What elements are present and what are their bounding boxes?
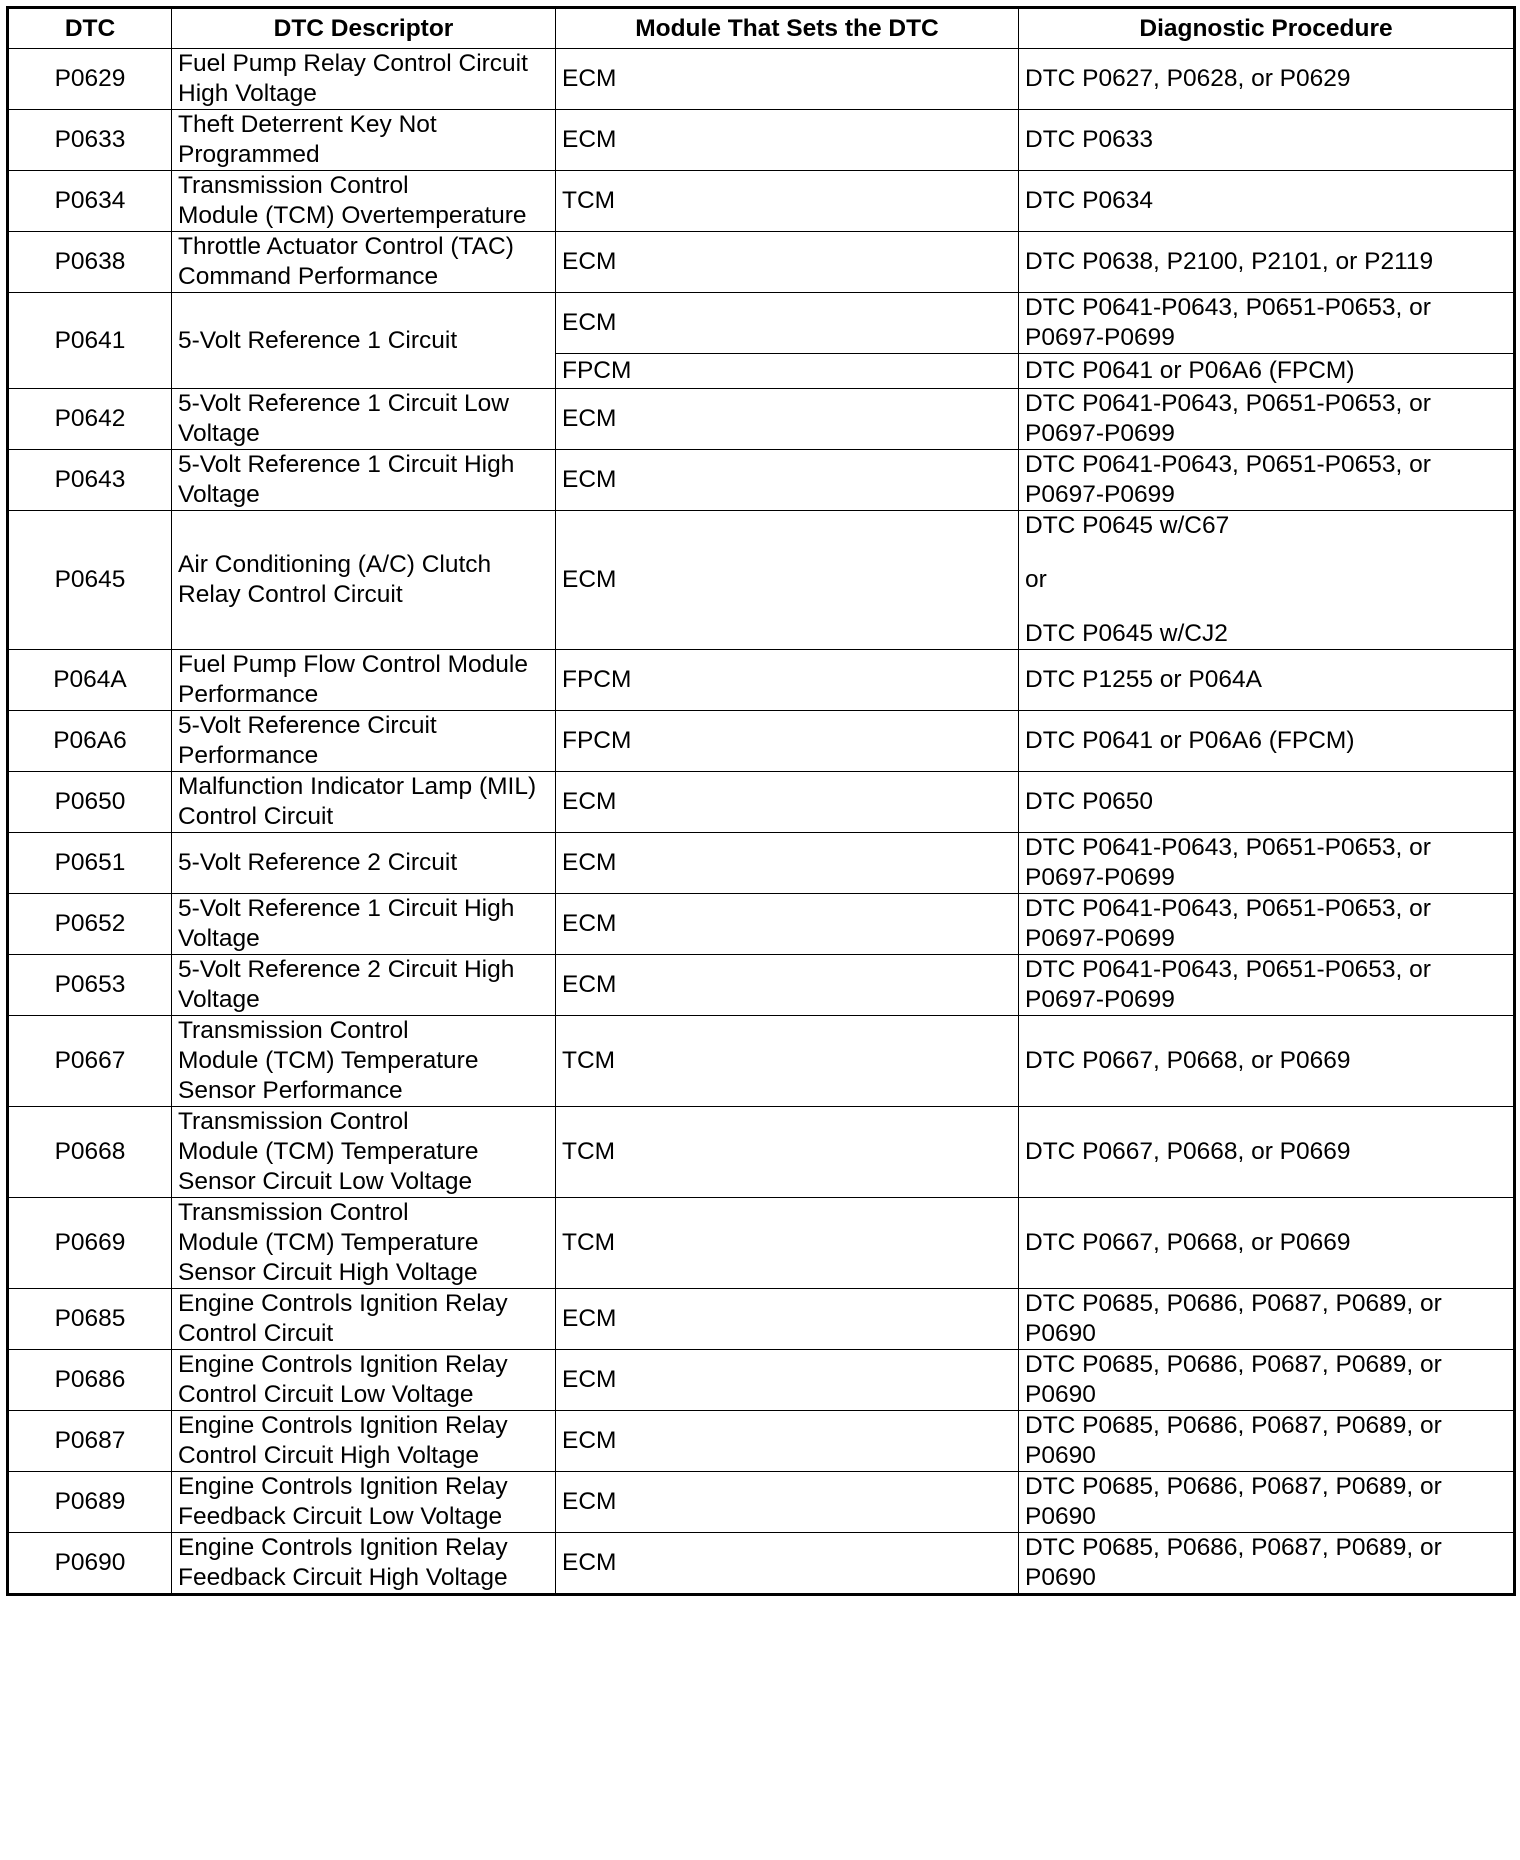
dtc-descriptor: [172, 1289, 556, 1350]
table-row: [8, 833, 1515, 894]
dtc-code: P0686: [8, 1350, 172, 1411]
diagnostic-procedure: [1019, 772, 1515, 833]
cell-line: 5-Volt Reference 2 Circuit High: [178, 956, 515, 983]
cell-line: Transmission Control: [178, 1199, 409, 1226]
dtc-code: P0687: [8, 1411, 172, 1472]
cell-line: P0690: [1025, 1442, 1096, 1469]
module-name: ECM: [556, 772, 1019, 833]
table-row: [8, 955, 1515, 1016]
dtc-descriptor: [172, 171, 556, 232]
module-name: ECM: [556, 1350, 1019, 1411]
cell-line: Control Circuit Low Voltage: [178, 1381, 474, 1408]
dtc-code: P0652: [8, 894, 172, 955]
cell-line: DTC P0645 w/CJ2: [1025, 620, 1228, 647]
cell-line: P0697-P0699: [1025, 481, 1175, 508]
module-name: ECM: [556, 232, 1019, 293]
cell-line: 5-Volt Reference 1 Circuit: [178, 326, 458, 354]
table-row: [8, 1016, 1515, 1107]
header-dtc: DTC: [8, 8, 172, 49]
module-name: TCM: [556, 171, 1019, 232]
cell-line: Voltage: [178, 925, 260, 952]
cell-line: Engine Controls Ignition Relay: [178, 1534, 508, 1561]
cell-line: DTC P1255 or P064A: [1025, 666, 1262, 693]
cell-line: DTC P0667, P0668, or P0669: [1025, 1047, 1351, 1074]
dtc-descriptor: [172, 1472, 556, 1533]
module-name: ECM: [556, 833, 1019, 894]
cell-line: DTC P0641-P0643, P0651-P0653, or: [1025, 451, 1431, 478]
diagnostic-procedure: [1019, 1016, 1515, 1107]
dtc-code: P0634: [8, 171, 172, 232]
cell-line: Sensor Circuit Low Voltage: [178, 1168, 473, 1195]
cell-line: P0690: [1025, 1503, 1096, 1530]
cell-line: DTC P0685, P0686, P0687, P0689, or: [1025, 1290, 1442, 1317]
module-name: ECM: [556, 1289, 1019, 1350]
diagnostic-procedure: [1019, 1350, 1515, 1411]
dtc-descriptor: [172, 511, 556, 650]
diagnostic-procedure: [1019, 1107, 1515, 1198]
dtc-code: P064A: [8, 650, 172, 711]
cell-line: P0697-P0699: [1025, 324, 1175, 351]
cell-line: Feedback Circuit High Voltage: [178, 1564, 508, 1591]
cell-line: Control Circuit High Voltage: [178, 1442, 479, 1469]
cell-line: P0697-P0699: [1025, 925, 1175, 952]
dtc-code: P0667: [8, 1016, 172, 1107]
cell-line: Module (TCM) Temperature: [178, 1138, 479, 1165]
cell-line: Voltage: [178, 420, 260, 447]
cell-line: Performance: [178, 681, 319, 708]
diagnostic-procedure: [1019, 171, 1515, 232]
cell-line: DTC P0650: [1025, 788, 1154, 815]
header-descriptor: DTC Descriptor: [172, 8, 556, 49]
cell-line: DTC P0645 w/C67: [1025, 512, 1230, 539]
table-row: [8, 171, 1515, 232]
table-header: [8, 8, 1515, 49]
module-name: ECM: [556, 955, 1019, 1016]
cell-line: 5-Volt Reference 1 Circuit High: [178, 451, 515, 478]
cell-line: Relay Control Circuit: [178, 581, 403, 608]
module-name: ECM: [556, 293, 1019, 354]
cell-line: DTC P0627, P0628, or P0629: [1025, 65, 1351, 92]
cell-line: Voltage: [178, 986, 260, 1013]
cell-line: DTC P0641 or P06A6 (FPCM): [1025, 727, 1355, 754]
cell-line: Module (TCM) Overtemperature: [178, 202, 527, 229]
table-row: [8, 1472, 1515, 1533]
dtc-descriptor: [172, 833, 556, 894]
module-name: FPCM: [556, 711, 1019, 772]
cell-line: Performance: [178, 742, 319, 769]
table-row: [8, 49, 1515, 110]
dtc-code: P0645: [8, 511, 172, 650]
module-name: FPCM: [556, 354, 1019, 389]
module-name: TCM: [556, 1198, 1019, 1289]
cell-line: Throttle Actuator Control (TAC): [178, 233, 514, 260]
cell-line: 5-Volt Reference 1 Circuit High: [178, 895, 515, 922]
cell-line: 5-Volt Reference Circuit: [178, 712, 437, 739]
table-row: [8, 110, 1515, 171]
dtc-code: P0669: [8, 1198, 172, 1289]
diagnostic-procedure: [1019, 711, 1515, 772]
cell-line: Programmed: [178, 141, 320, 168]
table-row: [8, 511, 1515, 650]
cell-line: DTC P0634: [1025, 187, 1154, 214]
dtc-code: P0629: [8, 49, 172, 110]
cell-line: [1025, 541, 1507, 565]
cell-line: Malfunction Indicator Lamp (MIL): [178, 773, 537, 800]
cell-line: Module (TCM) Temperature: [178, 1047, 479, 1074]
module-name: ECM: [556, 1472, 1019, 1533]
cell-line: P0697-P0699: [1025, 864, 1175, 891]
cell-line: DTC P0685, P0686, P0687, P0689, or: [1025, 1412, 1442, 1439]
cell-line: P0697-P0699: [1025, 420, 1175, 447]
module-name: ECM: [556, 1533, 1019, 1595]
table-row: [8, 232, 1515, 293]
dtc-code: P0653: [8, 955, 172, 1016]
table-row: [8, 1107, 1515, 1198]
dtc-descriptor: [172, 1198, 556, 1289]
header-module: Module That Sets the DTC: [556, 8, 1019, 49]
cell-line: 5-Volt Reference 2 Circuit: [178, 849, 458, 876]
diagnostic-procedure: [1019, 511, 1515, 650]
module-name: ECM: [556, 511, 1019, 650]
dtc-descriptor: [172, 450, 556, 511]
cell-line: P0697-P0699: [1025, 986, 1175, 1013]
dtc-descriptor: [172, 1016, 556, 1107]
dtc-descriptor: [172, 650, 556, 711]
cell-line: Command Performance: [178, 263, 439, 290]
module-name: TCM: [556, 1107, 1019, 1198]
cell-line: P0690: [1025, 1564, 1096, 1591]
cell-line: Engine Controls Ignition Relay: [178, 1290, 508, 1317]
dtc-descriptor: [172, 389, 556, 450]
diagnostic-procedure: [1019, 894, 1515, 955]
table-row: [8, 650, 1515, 711]
table-row: [8, 450, 1515, 511]
dtc-code: P0643: [8, 450, 172, 511]
cell-line: Sensor Performance: [178, 1077, 403, 1104]
module-name: FPCM: [556, 650, 1019, 711]
cell-line: P0690: [1025, 1320, 1096, 1347]
dtc-code: P0633: [8, 110, 172, 171]
dtc-descriptor: [172, 293, 556, 389]
dtc-descriptor: [172, 1411, 556, 1472]
dtc-code: P0650: [8, 772, 172, 833]
cell-line: Transmission Control: [178, 172, 409, 199]
cell-line: DTC P0638, P2100, P2101, or P2119: [1025, 248, 1434, 275]
diagnostic-procedure: [1019, 389, 1515, 450]
cell-line: Fuel Pump Relay Control Circuit: [178, 50, 528, 77]
cell-line: DTC P0633: [1025, 126, 1154, 153]
diagnostic-procedure: [1019, 232, 1515, 293]
cell-line: Control Circuit: [178, 1320, 334, 1347]
module-name: ECM: [556, 1411, 1019, 1472]
dtc-descriptor: [172, 711, 556, 772]
cell-line: DTC P0685, P0686, P0687, P0689, or: [1025, 1473, 1442, 1500]
cell-line: DTC P0641-P0643, P0651-P0653, or: [1025, 390, 1431, 417]
table-row: [8, 1411, 1515, 1472]
cell-line: 5-Volt Reference 1 Circuit Low: [178, 390, 509, 417]
cell-line: Engine Controls Ignition Relay: [178, 1412, 508, 1439]
diagnostic-procedure: [1019, 833, 1515, 894]
module-name: TCM: [556, 1016, 1019, 1107]
header-row: [8, 8, 1515, 49]
cell-line: [1025, 595, 1507, 619]
cell-line: DTC P0685, P0686, P0687, P0689, or: [1025, 1534, 1442, 1561]
cell-line: Fuel Pump Flow Control Module: [178, 651, 528, 678]
table-body: [8, 49, 1515, 1595]
dtc-code: P0641: [8, 293, 172, 389]
cell-line: Transmission Control: [178, 1108, 409, 1135]
dtc-code: P0638: [8, 232, 172, 293]
module-name: ECM: [556, 110, 1019, 171]
dtc-descriptor: [172, 110, 556, 171]
cell-line: DTC P0667, P0668, or P0669: [1025, 1138, 1351, 1165]
dtc-descriptor: [172, 955, 556, 1016]
diagnostic-procedure: [1019, 1198, 1515, 1289]
cell-line: Transmission Control: [178, 1017, 409, 1044]
dtc-descriptor: [172, 232, 556, 293]
cell-line: Engine Controls Ignition Relay: [178, 1473, 508, 1500]
cell-line: DTC P0667, P0668, or P0669: [1025, 1229, 1351, 1256]
diagnostic-procedure: [1019, 650, 1515, 711]
cell-line: Engine Controls Ignition Relay: [178, 1351, 508, 1378]
table-row: [8, 1289, 1515, 1350]
table-row: [8, 389, 1515, 450]
dtc-descriptor: [172, 1350, 556, 1411]
table-row: [8, 293, 1515, 354]
dtc-code: P0642: [8, 389, 172, 450]
dtc-descriptor: [172, 1107, 556, 1198]
cell-line: Module (TCM) Temperature: [178, 1229, 479, 1256]
dtc-code: P0651: [8, 833, 172, 894]
cell-line: Feedback Circuit Low Voltage: [178, 1503, 503, 1530]
cell-line: or: [1025, 566, 1047, 593]
diagnostic-procedure: [1019, 1533, 1515, 1595]
diagnostic-procedure: [1019, 110, 1515, 171]
module-name: ECM: [556, 894, 1019, 955]
dtc-code: P0668: [8, 1107, 172, 1198]
table-row: [8, 711, 1515, 772]
cell-line: High Voltage: [178, 80, 317, 107]
dtc-code: P06A6: [8, 711, 172, 772]
dtc-descriptor: [172, 894, 556, 955]
cell-line: Sensor Circuit High Voltage: [178, 1259, 478, 1286]
diagnostic-procedure: [1019, 955, 1515, 1016]
dtc-code: P0689: [8, 1472, 172, 1533]
module-name: ECM: [556, 49, 1019, 110]
dtc-code: P0690: [8, 1533, 172, 1595]
dtc-descriptor: [172, 49, 556, 110]
diagnostic-procedure: [1019, 450, 1515, 511]
diagnostic-procedure: [1019, 1472, 1515, 1533]
cell-line: DTC P0685, P0686, P0687, P0689, or: [1025, 1351, 1442, 1378]
cell-line: DTC P0641 or P06A6 (FPCM): [1025, 357, 1355, 384]
table-row: [8, 1350, 1515, 1411]
diagnostic-procedure: [1019, 49, 1515, 110]
dtc-descriptor: [172, 772, 556, 833]
module-name: ECM: [556, 450, 1019, 511]
cell-line: Theft Deterrent Key Not: [178, 111, 437, 138]
cell-line: DTC P0641-P0643, P0651-P0653, or: [1025, 956, 1431, 983]
diagnostic-procedure: [1019, 1411, 1515, 1472]
header-procedure: Diagnostic Procedure: [1019, 8, 1515, 49]
cell-line: P0690: [1025, 1381, 1096, 1408]
module-name: ECM: [556, 389, 1019, 450]
table-row: [8, 772, 1515, 833]
cell-line: Control Circuit: [178, 803, 334, 830]
cell-line: DTC P0641-P0643, P0651-P0653, or: [1025, 294, 1431, 321]
diagnostic-procedure: [1019, 354, 1515, 389]
cell-line: DTC P0641-P0643, P0651-P0653, or: [1025, 895, 1431, 922]
table-row: [8, 1533, 1515, 1595]
cell-line: Air Conditioning (A/C) Clutch: [178, 551, 492, 578]
table-row: [8, 894, 1515, 955]
table-row: [8, 1198, 1515, 1289]
dtc-code: P0685: [8, 1289, 172, 1350]
diagnostic-procedure: [1019, 293, 1515, 354]
dtc-table: [6, 6, 1516, 1596]
cell-line: DTC P0641-P0643, P0651-P0653, or: [1025, 834, 1431, 861]
diagnostic-procedure: [1019, 1289, 1515, 1350]
cell-line: Voltage: [178, 481, 260, 508]
dtc-descriptor: [172, 1533, 556, 1595]
